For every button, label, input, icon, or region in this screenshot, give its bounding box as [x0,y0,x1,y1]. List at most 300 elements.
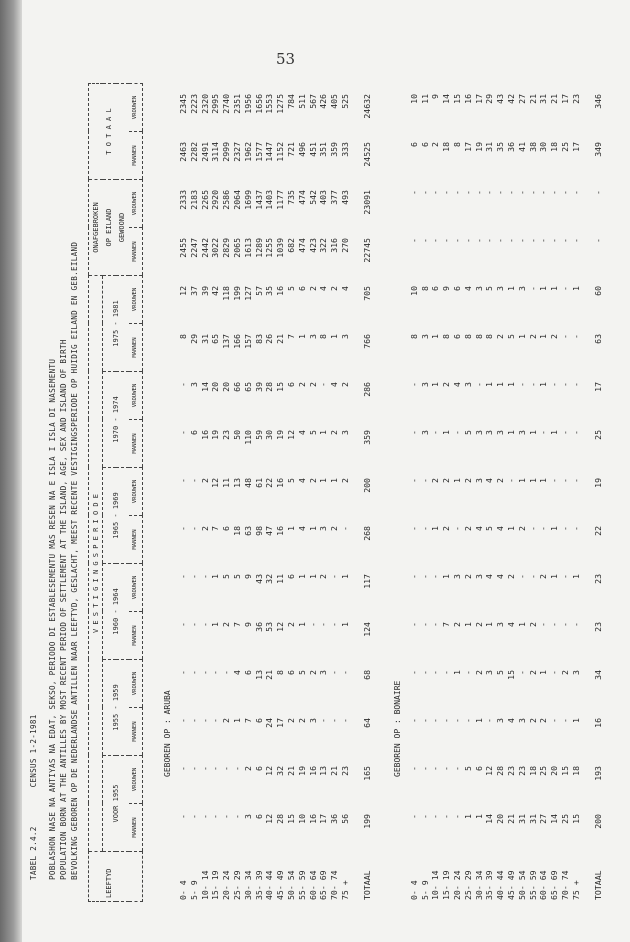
table-cell: - [188,670,199,675]
table-cell: 6 [451,286,462,291]
table-cell: - [430,622,441,627]
table-cell: 405 [329,94,340,109]
table-cell: 10 [408,286,419,296]
table-cell: 3114 [210,142,221,162]
table-cell: 19 [593,478,604,488]
age-label: 0- 4 [408,880,419,900]
table-cell: 20 [210,382,221,392]
table-cell: 1403 [264,190,275,210]
age-label: 35- 39 [253,870,264,900]
table-cell: 359 [329,142,340,157]
table-cell: - [527,382,538,387]
page-number: 53 [276,50,296,68]
table-cell: 4 [318,286,329,291]
table-cell: 27 [538,814,549,824]
table-cell: - [408,382,419,387]
table-cell: 2327 [231,142,242,162]
table-cell: 23 [516,766,527,776]
table-cell: 29 [484,94,495,104]
table-row [517,84,528,902]
age-label: 65- 69 [318,870,329,900]
table-cell: 23 [570,94,581,104]
age-label: 25- 29 [231,870,242,900]
table-cell: - [178,718,188,723]
table-cell: 2 [495,334,506,339]
table-cell: - [570,622,581,627]
table-cell: 1962 [242,142,253,162]
table-cell: 1956 [242,94,253,114]
age-label: 30- 34 [242,870,253,900]
table-cell: 2 [307,382,318,387]
table-cell: - [210,670,221,675]
table-cell: - [210,814,221,819]
women-header: VROUWEN [129,180,143,228]
table-cell: - [419,190,430,195]
table-cell: - [559,478,570,483]
table-cell: - [570,238,581,243]
uninterrupted-header-2: OP EILAND [103,180,116,276]
table-cell: 6 [296,286,307,291]
table-cell: - [549,382,560,387]
table-cell: 9 [441,286,452,291]
table-cell: 23 [221,430,232,440]
table-cell: 4 [451,382,462,387]
table-cell: 2247 [188,238,199,258]
age-label: 65- 69 [549,870,560,900]
table-cell: 3 [188,382,199,387]
table-cell: - [441,766,452,771]
table-cell: 2 [527,670,538,675]
table-cell: 16 [593,718,604,728]
table-cell: - [516,382,527,387]
table-cell: 31 [484,142,495,152]
table-cell: 4 [296,478,307,483]
table-cell: 2 [527,334,538,339]
table-cell: 1 [462,814,473,819]
table-cell: - [451,766,462,771]
table-cell: - [559,190,570,195]
table-cell: 4 [484,574,495,579]
table-cell: 766 [362,334,373,349]
table-cell: 16 [307,814,318,824]
table-cell: 1 [318,478,329,483]
table-cell: 36 [329,814,340,824]
table-cell: - [559,574,570,579]
table-cell: - [559,286,570,291]
table-cell: 1 [473,718,484,723]
table-cell: 124 [362,622,373,637]
table-cell: 2 [285,622,296,627]
table-cell: 1 [505,526,516,531]
table-row [420,84,431,902]
table-cell: - [199,766,210,771]
table-cell: - [307,622,318,627]
table-cell: 8 [408,334,419,339]
table-cell: - [538,622,549,627]
table-cell: 1255 [264,238,275,258]
men-header: MANNEN [129,324,143,372]
table-cell: 1 [516,478,527,483]
table-cell: 1 [570,286,581,291]
table-cell: 21 [527,94,538,104]
period-header: 1970 - 1974 [103,372,129,468]
table-header [88,83,143,902]
table-cell: 1447 [264,142,275,162]
table-cell: 3 [516,430,527,435]
table-cell: - [538,430,549,435]
age-label: 60- 64 [307,870,318,900]
table-cell: 22 [593,526,604,536]
table-row [221,84,232,902]
table-cell: 2 [285,718,296,723]
table-cell: 2 [527,718,538,723]
table-cell: 1 [296,574,307,579]
table-cell: 4 [495,574,506,579]
table-cell: 1 [538,670,549,675]
women-header: VROUWEN [129,276,143,324]
table-cell: 3 [473,286,484,291]
table-cell: 5 [285,478,296,483]
men-header: MANNEN [129,516,143,564]
table-cell: 1 [570,718,581,723]
table-cell: 1 [527,430,538,435]
table-cell: - [559,382,570,387]
table-cell: 12 [178,286,188,296]
table-cell: 2 [441,478,452,483]
table-cell: 8 [451,142,462,147]
table-cell: - [559,238,570,243]
table-row [297,84,308,902]
table-cell: 8 [275,670,286,675]
table-cell: - [408,238,419,243]
table-cell: - [419,622,430,627]
table-cell: - [419,478,430,483]
table-cell: 6 [253,766,264,771]
table-cell: - [231,766,242,771]
table-cell: 15 [559,766,570,776]
table-cell: 6 [285,382,296,387]
table-cell: - [538,190,549,195]
table-cell: 2 [473,622,484,627]
table-cell: 35 [495,142,506,152]
table-cell: - [570,430,581,435]
table-cell: 19 [275,430,286,440]
table-cell: - [441,718,452,723]
table-row [430,84,441,902]
table-cell: 8 [441,334,452,339]
table-cell: - [199,814,210,819]
table-cell: 21 [329,766,340,776]
table-cell: 1 [210,574,221,579]
table-cell: 1 [318,430,329,435]
age-header: LEEFTYD [89,852,129,902]
table-cell: 14 [441,94,452,104]
table-cell: - [178,526,188,531]
table-cell: 15 [451,94,462,104]
table-cell: - [178,622,188,627]
spacer [606,84,620,902]
age-label: 75 + [339,880,350,900]
table-cell: 30 [538,142,549,152]
table-cell: 16 [275,286,286,296]
table-cell: - [538,238,549,243]
table-cell: 5 [307,430,318,435]
table-cell: 5 [505,334,516,339]
table-cell: - [505,190,516,195]
table-row [264,84,275,902]
table-cell: - [188,574,199,579]
women-header: VROUWEN [129,756,143,804]
table-cell: - [451,814,462,819]
table-cell: 3 [495,286,506,291]
table-cell: 14 [549,814,560,824]
table-cell: - [408,718,419,723]
table-cell: - [318,622,329,627]
table-cell: 9 [242,574,253,579]
table-cell: 29 [188,334,199,344]
table-cell: 31 [516,814,527,824]
table-cell: 18 [570,766,581,776]
table-cell: 735 [285,190,296,205]
table-cell: 5 [484,526,495,531]
table-cell: - [484,238,495,243]
table-cell: 2 [527,622,538,627]
table-cell: 25 [538,766,549,776]
table-cell: 1 [307,574,318,579]
table-cell: 286 [362,382,373,397]
table-cell: 59 [253,430,264,440]
table-cell: 3 [419,382,430,387]
table-cell: 2183 [188,190,199,210]
table-cell: 2 [516,526,527,531]
table-cell: - [318,718,329,723]
table-cell: 23 [593,574,604,584]
table-cell: 7 [210,526,221,531]
table-cell: 7 [285,334,296,339]
table-cell: 13 [231,478,242,488]
table-cell: 42 [505,94,516,104]
table-cell: 16 [275,478,286,488]
table-cell: - [178,814,188,819]
table-row [441,84,452,902]
table-cell: 42 [210,286,221,296]
table-row [254,84,265,902]
table-cell: 199 [362,814,373,829]
table-cell: - [559,334,570,339]
table-cell: - [408,478,419,483]
table-cell: 1 [473,814,484,819]
table-cell: 18 [527,766,538,776]
table-cell: 6 [188,430,199,435]
table-cell: - [430,574,441,579]
table-cell: 16 [199,430,210,440]
table-cell: 1 [495,382,506,387]
table-cell: 8 [178,334,188,339]
table-cell: - [451,190,462,195]
table-cell: 65 [242,382,253,392]
age-label: 0- 4 [178,880,188,900]
table-cell: 1 [516,334,527,339]
table-cell: 57 [253,286,264,296]
table-cell: 6 [221,526,232,531]
table-cell: 3 [462,382,473,387]
table-cell: 6 [285,574,296,579]
table-cell: - [570,334,581,339]
table-cell: - [441,190,452,195]
table-cell: - [451,238,462,243]
table-cell: 4 [495,526,506,531]
table-cell: 13 [318,766,329,776]
table-cell: 14 [484,814,495,824]
table-cell: 3 [307,718,318,723]
table-cell: 7 [231,622,242,627]
table-cell: 21 [285,766,296,776]
table-row [538,84,549,902]
table-cell: 12 [484,766,495,776]
table-cell: 10 [408,94,419,104]
table-cell: 21 [275,334,286,344]
table-cell: 36 [253,622,264,632]
table-cell: - [451,718,462,723]
table-cell: - [419,766,430,771]
table-cell: 377 [329,190,340,205]
table-cell: 2 [430,142,441,147]
table-cell: - [199,670,210,675]
table-cell: - [408,814,419,819]
age-label: TOTAAL [362,870,373,900]
table-cell: 41 [516,142,527,152]
table-cell: 1 [451,670,462,675]
table-cell: 8 [419,286,430,291]
age-label: 15- 19 [210,870,221,900]
table-cell: 18 [441,142,452,152]
table-cell: 6 [253,814,264,819]
age-label: 50- 54 [285,870,296,900]
age-label: 55- 59 [296,870,307,900]
table-cell: 6 [253,718,264,723]
table-cell: 17 [593,382,604,392]
table-cell: 4 [505,622,516,627]
table-cell: 4 [484,478,495,483]
table-cell: 1 [231,718,242,723]
table-cell: 16 [462,94,473,104]
table-cell: 5 [495,670,506,675]
age-label: TOTAAL [593,870,604,900]
table-cell: 2 [538,574,549,579]
table-cell: 1 [339,622,350,627]
table-cell: - [593,190,604,195]
table-cell: 1039 [275,238,286,258]
table-cell: 65 [210,334,221,344]
period-header: 1965 - 1969 [103,468,129,564]
table-cell: 5 [462,766,473,771]
table-cell: 2 [430,478,441,483]
men-header: MANNEN [129,804,143,852]
table-cell: 26 [264,334,275,344]
table-cell: 200 [362,478,373,493]
men-header: MANNEN [129,228,143,276]
table-cell: 5 [484,286,495,291]
table-cell: - [441,238,452,243]
table-cell: 3 [419,334,430,339]
table-cell: 127 [242,286,253,301]
table-cell: 1275 [275,94,286,114]
table-cell: 1 [451,478,462,483]
table-cell: - [178,574,188,579]
table-cell: - [188,814,199,819]
table-cell: 2 [221,718,232,723]
age-label: 10- 14 [430,870,441,900]
table-cell: - [329,622,340,627]
table-cell: 2 [329,430,340,435]
table-cell: 496 [296,142,307,157]
table-cell: - [408,190,419,195]
table-cell: - [570,382,581,387]
table-cell: 2 [538,718,549,723]
table-cell: 2 [462,526,473,531]
table-cell: 15 [285,814,296,824]
table-cell: 1 [430,382,441,387]
table-cell: - [593,238,604,243]
table-cell: - [549,622,560,627]
age-label: 45- 49 [275,870,286,900]
table-cell: - [178,382,188,387]
table-cell: 1 [516,622,527,627]
table-number: TABEL 2.4.2 CENSUS 1-2-1981 [29,714,38,880]
table-cell: - [527,574,538,579]
table-cell: - [339,670,350,675]
table-cell: 5 [462,430,473,435]
table-cell: 2455 [178,238,188,258]
table-cell: - [462,238,473,243]
women-header: VROUWEN [129,372,143,420]
data-table [158,84,620,902]
table-cell: 8 [462,334,473,339]
table-cell: 11 [221,478,232,488]
table-cell: 20 [221,382,232,392]
table-cell: - [178,670,188,675]
table-cell: - [419,814,430,819]
table-cell: - [430,670,441,675]
table-cell: 21 [505,814,516,824]
age-label: 50- 54 [516,870,527,900]
table-cell: 3 [516,718,527,723]
table-cell: 20 [495,814,506,824]
table-cell: 4 [462,286,473,291]
table-cell: - [549,478,560,483]
table-cell: 2586 [221,190,232,210]
table-cell: - [188,622,199,627]
table-cell: 17 [275,718,286,728]
table-cell: - [484,190,495,195]
table-cell: 15 [570,814,581,824]
table-cell: 2345 [178,94,188,114]
table-cell: - [221,814,232,819]
table-cell: 4 [505,718,516,723]
section-label: GEBOREN OP : ARUBA [162,690,172,777]
age-label: 25- 29 [462,870,473,900]
table-cell: 1 [549,526,560,531]
table-cell: - [318,382,329,387]
table-cell: 66 [231,382,242,392]
table-row [495,84,506,902]
table-cell: 1 [549,574,560,579]
age-label: 15- 19 [441,870,452,900]
table-cell: 351 [318,142,329,157]
table-cell: - [408,574,419,579]
table-cell: 2995 [210,94,221,114]
table-cell: - [329,574,340,579]
